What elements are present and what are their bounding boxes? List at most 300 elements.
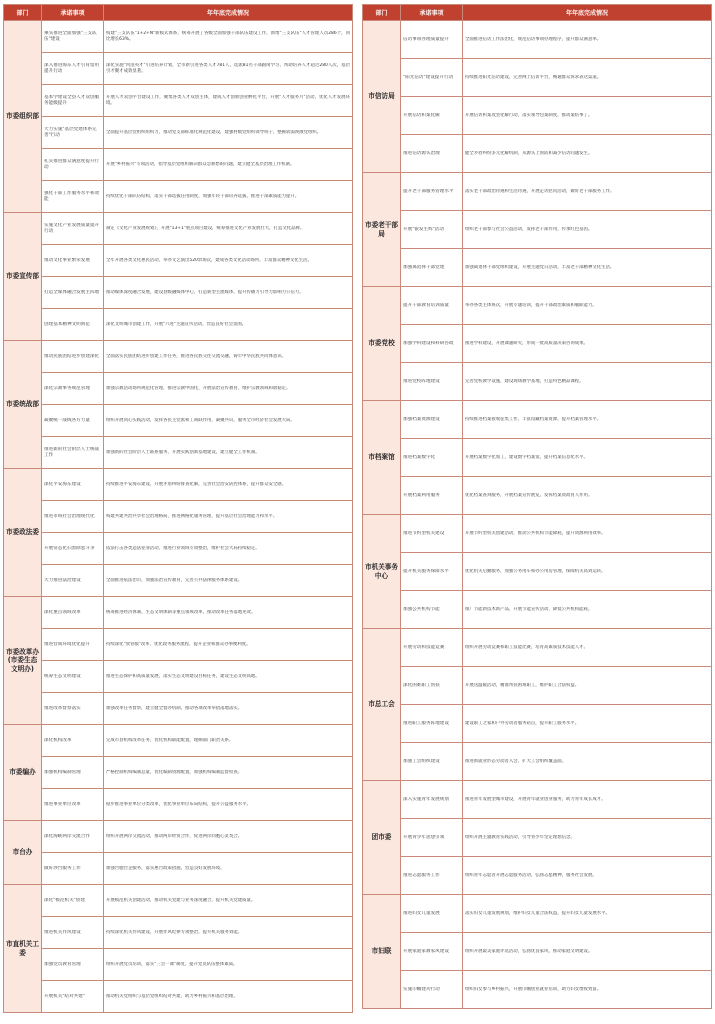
completion-status-text: 持续推进档案接收征集工作，丰富馆藏档案资源，提升档案管理水平。 (465, 416, 602, 422)
table-row (4, 533, 353, 565)
completion-status-cell (104, 181, 353, 213)
commitment-item-text: 深化机构改革 (44, 737, 72, 743)
commitment-item-text: 推进妇女儿童发展 (403, 910, 440, 916)
completion-status-cell (463, 819, 712, 857)
completion-status-cell (104, 789, 353, 821)
completion-status-cell (463, 971, 712, 1009)
completion-status-cell (104, 245, 353, 277)
table-row (4, 245, 353, 277)
commitment-item-text: 创建基本精神文明典范 (44, 321, 90, 327)
commitment-item-text: 推进营商环境优化提升 (44, 641, 90, 647)
completion-status-text: 开展人才双创平台建设工作，聚集各类人才双创主体，建成人才创新创业孵化平台，开展"人才服务月"活动，优化人才发展环境。 (106, 94, 350, 106)
completion-status-text: 开展档案数字化加工，建设数字档案馆，提升档案信息化水平。 (465, 454, 588, 460)
completion-status-text: 全年开展各类文化惠民活动，举办文艺演出520余场次，建成各类文化活动场所，丰富群众精神文化生活。 (106, 257, 312, 263)
completion-status-text: 持续深化"放管服"改革，优化政务服务流程，提升企业和群众办事便利度。 (106, 641, 251, 647)
commitment-item-cell (42, 725, 104, 757)
completion-status-cell (104, 469, 353, 501)
commitment-item-text: 推进志愿服务工作 (403, 872, 440, 878)
table-header-row (4, 5, 353, 21)
commitment-item-text: 提升干部教育培训质量 (403, 302, 449, 308)
completion-status-text: 加强宗教活动场所规范化管理，推进宗教中国化，开展法治宣传教育，维护宗教领域和谐稳定。 (106, 385, 291, 391)
commitment-item-cell (401, 553, 463, 591)
completion-status-text: 组织开展党员培训，落实"三会一课"制度，提升党员队伍整体素质。 (106, 961, 238, 967)
commitment-item-cell (401, 895, 463, 933)
completion-status-text: 落实老干部政治待遇和生活待遇，开展走访慰问活动，做好老干部服务工作。 (465, 188, 615, 194)
commitment-item-text: 基本学建设全县人才双创服务能级提升 (44, 94, 100, 106)
commitment-item-cell (42, 245, 104, 277)
table-row (363, 895, 712, 933)
commitment-item-text: 深化"模范机关"创建 (44, 897, 85, 903)
completion-status-text: 完成市县机构改革任务，优化机构职能配置，理顺部门职责关系。 (106, 737, 234, 743)
table-row (4, 725, 353, 757)
commitment-item-text: 加强工会组织建设 (403, 758, 440, 764)
completion-status-text: 组织青年志愿者开展志愿服务活动，弘扬志愿精神，服务社会发展。 (465, 872, 597, 878)
department-cell: 市委宣传部 (4, 213, 42, 341)
table-row (363, 971, 712, 1009)
table-row (363, 21, 712, 59)
completion-status-text: 开展"乡村振兴"专项活动，指导基层党组织解决群众急难愁盼问题，建立健全基层治理工作机制。 (106, 161, 295, 167)
completion-status-cell (463, 363, 712, 401)
table-row (4, 373, 353, 405)
commitment-item-cell (42, 629, 104, 661)
right-commitment-table (362, 4, 712, 1009)
header-progress: 年年底完成情况 (463, 5, 712, 21)
commitment-item-cell (42, 277, 104, 309)
completion-status-cell (463, 857, 712, 895)
completion-status-text: 持续推进平安海东建设，开展矛盾纠纷排查化解，完善社会治安防控体系，提升群众安全感。 (106, 481, 287, 487)
commitment-item-text: 推进党校阵地建设 (403, 378, 440, 384)
table-row (4, 629, 353, 661)
commitment-item-text: 实施文化产业发展质量提升行动 (44, 222, 100, 234)
table-row (363, 553, 712, 591)
table-row (4, 501, 353, 533)
completion-status-cell (104, 565, 353, 597)
table-row (363, 59, 712, 97)
table-row (4, 949, 353, 981)
completion-status-cell (463, 743, 712, 781)
commitment-item-text: 大力实施"基层党建体系完善"行动 (44, 126, 97, 138)
commitment-item-cell (401, 287, 463, 325)
commitment-item-text: 乘头推进全面加强"三支队伍"建设 (44, 30, 97, 42)
table-row (363, 173, 712, 211)
commitment-item-cell (42, 21, 104, 53)
department-cell: 市直机关工委 (4, 885, 42, 1013)
commitment-item-cell (42, 885, 104, 917)
completion-status-cell (463, 477, 712, 515)
commitment-item-text: 扎实推进群众满意度提升行动 (44, 158, 100, 170)
completion-status-cell (463, 895, 712, 933)
completion-status-text: 组织开展两岸交流活动，推动两岸经贸合作，促进两岸同胞心灵契合。 (106, 833, 243, 839)
department-cell: 市委组织部 (4, 21, 42, 213)
commitment-item-text: 推进信访源头治理 (403, 150, 440, 156)
commitment-item-cell (401, 401, 463, 439)
completion-status-text: 建设职工之家和户外劳动者服务站点，提升职工服务水平。 (465, 720, 580, 726)
commitment-item-cell (401, 135, 463, 173)
department-cell: 市委政法委 (4, 469, 42, 597)
completion-status-cell (104, 597, 353, 629)
commitment-item-cell (42, 501, 104, 533)
commitment-item-text: 深化海峡两岸交流合作 (44, 833, 90, 839)
department-cell: 市委编办 (4, 725, 42, 821)
completion-status-text: 加强新的社会阶层人士联系服务，开展实践创新基地建设，建立健全工作机制。 (106, 449, 260, 455)
table-row (4, 85, 353, 117)
completion-status-cell (104, 213, 353, 245)
commitment-item-text: 凝聚统一战线各方力量 (44, 417, 90, 423)
completion-status-cell (463, 325, 712, 363)
table-row (363, 477, 712, 515)
table-row (363, 705, 712, 743)
table-row (363, 667, 712, 705)
completion-status-text: 依法打击各类违法犯罪活动，推进行业领域专项整治，维护社会大局持续稳定。 (106, 545, 260, 551)
completion-status-cell (104, 853, 353, 885)
commitment-item-text: 深入实施青年发展规划 (403, 796, 449, 802)
completion-status-cell (104, 693, 353, 725)
completion-status-cell (463, 59, 712, 97)
commitment-item-cell (42, 789, 104, 821)
commitment-item-cell (401, 819, 463, 857)
completion-status-text: 加强改革任务督察，建立健全督办机制，推动各项改革举措落地落实。 (106, 705, 243, 711)
commitment-item-text: 提升老干部服务管理水平 (403, 188, 454, 194)
commitment-item-text: 推动民族团结进步创建深化 (44, 353, 100, 359)
commitment-item-text: 加强机构编制管理 (44, 769, 81, 775)
completion-status-cell (463, 933, 712, 971)
commitment-item-text: 推进市域社会治理现代化 (44, 513, 95, 519)
completion-status-text: 组织开展主题教育实践活动，引导青少年坚定理想信念。 (465, 834, 575, 840)
commitment-item-text: 开展青少年思想引领 (403, 834, 445, 840)
table-row (363, 819, 712, 857)
completion-status-text: 推进生态保护和高质量发展，落实生态文明建设目标任务，建设生态文明高地。 (106, 673, 260, 679)
commitment-item-text: 做好涉台服务工作 (44, 865, 81, 871)
table-row (4, 981, 353, 1013)
table-row (363, 363, 712, 401)
completion-status-text: 推广节能新技术新产品，开展节能宣传活动，降低公共机构能耗。 (465, 606, 593, 612)
completion-status-text: 加强台胞台企服务，落实惠台政策措施，营造良好发展环境。 (106, 865, 225, 871)
completion-status-cell (463, 591, 712, 629)
completion-status-cell (104, 341, 353, 373)
commitment-item-text: 加强党员教育管理 (44, 961, 81, 967)
commitment-item-cell (401, 705, 463, 743)
commitment-item-cell (401, 21, 463, 59)
table-row (4, 213, 353, 245)
department-cell: 市委老干部局 (363, 173, 401, 287)
completion-status-cell (463, 173, 712, 211)
commitment-item-cell (42, 821, 104, 853)
header-item: 承诺事项 (42, 5, 104, 21)
completion-status-text: 健全矛盾纠纷多元化解机制，从源头上预防和减少信访问题发生。 (465, 150, 593, 156)
completion-status-text: 推进学科建设，开展课题研究，形成一批高质量决策咨询成果。 (465, 340, 588, 346)
table-row (4, 53, 353, 85)
table-row (363, 211, 712, 249)
table-row (4, 181, 353, 213)
completion-status-cell (104, 821, 353, 853)
department-cell: 市档案馆 (363, 401, 401, 515)
commitment-item-text: 开展机关"结对共建" (44, 993, 85, 999)
table-row (4, 661, 353, 693)
department-cell: 市委党校 (363, 287, 401, 401)
commitment-item-cell (401, 781, 463, 819)
completion-status-text: 构建"三支队伍"1+2+N"新模式体系，统筹开展了各级全面加强干部队伍建设工作，新增"三支队伍"人才管理人员286个，同比增长63%。 (106, 30, 350, 42)
completion-status-cell (104, 373, 353, 405)
table-row (4, 565, 353, 597)
completion-status-cell (104, 981, 353, 1013)
commitment-item-text: 开展信访积案化解 (403, 112, 440, 118)
commitment-item-text: 大力推进法治建设 (44, 577, 81, 583)
completion-status-text: 推进青年发展型城市建设，开展青年就业创业服务，助力青年成长成才。 (465, 796, 606, 802)
table-row (363, 287, 712, 325)
commitment-item-cell (42, 853, 104, 885)
table-row (363, 135, 712, 173)
commitment-item-cell (401, 477, 463, 515)
completion-status-cell (463, 629, 712, 667)
commitment-item-cell (401, 743, 463, 781)
commitment-item-text: 开展劳动和技能竞赛 (403, 644, 445, 650)
commitment-item-text: 打造全媒体融合发展主阵地 (44, 289, 100, 295)
commitment-item-cell (42, 597, 104, 629)
completion-status-cell (104, 885, 353, 917)
commitment-item-cell (42, 341, 104, 373)
completion-status-cell (104, 757, 353, 789)
table-row (363, 97, 712, 135)
commitment-item-cell (42, 981, 104, 1013)
completion-status-cell (463, 135, 712, 173)
completion-status-cell (104, 117, 353, 149)
completion-status-text: 开展节约型机关创建活动，推动公共机构节能降耗，提升资源利用效率。 (465, 530, 606, 536)
table-row (363, 249, 712, 287)
right-column (362, 4, 712, 1020)
completion-status-cell (463, 515, 712, 553)
completion-status-cell (463, 249, 712, 287)
table-row (363, 325, 712, 363)
table-row (363, 439, 712, 477)
completion-status-text: 深化文明城市创建工作，开展"六进"主题宣传活动，营造良好社会氛围。 (106, 321, 247, 327)
commitment-item-text: 深化平安海东建设 (44, 481, 81, 487)
table-row (4, 21, 353, 53)
completion-status-text: 推进新就业形态劳动者入会，扩大工会组织覆盖面。 (465, 758, 566, 764)
completion-status-text: 全面提升基层党组织组织力，推动党支部标准化规范化建设，建强村级党组织领导班子，整顿软弱涣散党组织。 (106, 129, 322, 135)
completion-status-text: 组织开展最美家庭评选活动，弘扬优良家风，推动家庭文明建设。 (465, 948, 593, 954)
table-row (4, 757, 353, 789)
completion-status-text: 严格控制机构编制总量，优化编制资源配置，加强机构编制监督检查。 (106, 769, 243, 775)
commitment-item-text: "阳光信访"建设提升行动 (403, 74, 454, 80)
commitment-item-text: 深化重点领域改革 (44, 609, 81, 615)
commitment-item-text: 开展档案利用服务 (403, 492, 440, 498)
table-row (4, 821, 353, 853)
completion-status-cell (104, 277, 353, 309)
completion-status-cell (104, 661, 353, 693)
commitment-item-text: 推进新的社会阶层人士统战工作 (44, 446, 100, 458)
completion-status-cell (104, 725, 353, 757)
table-row (363, 515, 712, 553)
commitment-item-cell (42, 373, 104, 405)
commitment-item-text: 深化宗教事务规范管理 (44, 385, 90, 391)
completion-status-cell (104, 949, 353, 981)
department-cell: 市机关事务中心 (363, 515, 401, 629)
left-column (3, 4, 353, 1020)
completion-status-cell (463, 667, 712, 705)
table-row (4, 789, 353, 821)
header-dept: 部门 (4, 5, 42, 21)
completion-status-cell (104, 501, 353, 533)
commitment-item-text: 推进职工服务阵地建设 (403, 720, 449, 726)
commitment-item-cell (42, 533, 104, 565)
commitment-item-cell (42, 181, 104, 213)
commitment-item-cell (401, 249, 463, 287)
commitment-item-text: 加强学科建设和科研咨政 (403, 340, 454, 346)
commitment-item-text: 推进改革督察落实 (44, 705, 81, 711)
table-row (363, 743, 712, 781)
completion-status-cell (104, 21, 353, 53)
completion-status-cell (104, 437, 353, 469)
completion-status-cell (463, 287, 712, 325)
commitment-item-cell (42, 469, 104, 501)
completion-status-text: 组织妇女参与乡村振兴，开展巾帼创业就业培训，助力妇女增收致富。 (465, 986, 602, 992)
commitment-item-cell (401, 97, 463, 135)
commitment-item-text: 信访事项办理质量提升 (403, 36, 449, 42)
completion-status-text: 组织老干部参与社会公益活动，发挥老干部作用，传承红色基因。 (465, 226, 593, 232)
commitment-item-cell (42, 309, 104, 341)
completion-status-cell (463, 781, 712, 819)
table-row (4, 693, 353, 725)
table-row (363, 857, 712, 895)
commitment-item-text: 开展"银发生辉"活动 (403, 226, 444, 232)
commitment-item-text: 强化干部工作服务水平和效能 (44, 190, 100, 202)
department-cell: 市信访局 (363, 21, 401, 173)
commitment-item-cell (401, 591, 463, 629)
completion-status-cell (104, 917, 353, 949)
completion-status-text: 全面推进信访工作法治化，规范信访事项办理程序，提升群众满意率。 (465, 36, 602, 42)
completion-status-cell (104, 629, 353, 661)
commitment-item-cell (42, 949, 104, 981)
completion-status-text: 构建共建共治共享社会治理格局，推进网格化服务管理，提升基层社会治理能力和水平。 (106, 513, 278, 519)
commitment-item-text: 推进机关作风建设 (44, 929, 81, 935)
commitment-item-cell (401, 363, 463, 401)
completion-status-text: 组织开展劳动竞赛和职工技能比赛，培育高素质技术技能人才。 (465, 644, 588, 650)
commitment-item-cell (42, 149, 104, 181)
commitment-item-cell (401, 173, 463, 211)
completion-status-cell (104, 85, 353, 117)
header-dept: 部门 (363, 5, 401, 21)
completion-status-text: 推动媒体深度融合发展，建设县级融媒体中心，打造新型主流媒体，提升传播力引导力影响力公信力。 (106, 289, 304, 295)
table-row (4, 341, 353, 373)
commitment-item-cell (401, 667, 463, 705)
department-cell: 团市委 (363, 781, 401, 895)
commitment-item-text: 推进档案数字化 (403, 454, 436, 460)
completion-status-text: 持续深化机关作风建设，开展作风纪律专项整治，提升机关服务效能。 (106, 929, 243, 935)
completion-status-cell (104, 149, 353, 181)
completion-status-text: 持续推进阳光信访建设，完善网上信访平台，畅通群众诉求表达渠道。 (465, 74, 602, 80)
completion-status-text: 举办各类主体班次，开展专题培训，提升干部政治素质和履职能力。 (465, 302, 597, 308)
table-row (4, 149, 353, 181)
completion-status-text: 持续优化干部队伍结构，落实干部选拔任用制度，加强年轻干部培养选拔，推进干部素质能力提升。 (106, 193, 300, 199)
commitment-item-cell (401, 629, 463, 667)
commitment-item-text: 深化困难职工帮扶 (403, 682, 440, 688)
commitment-item-text: 提升机关服务保障水平 (403, 568, 449, 574)
table-row (363, 781, 712, 819)
completion-status-cell (463, 97, 712, 135)
table-header-row (363, 5, 712, 21)
commitment-item-cell (401, 59, 463, 97)
completion-status-text: 推动机关党组织与基层党组织结对共建，助力乡村振兴和基层治理。 (106, 993, 238, 999)
completion-status-text: 开展送温暖活动，精准帮扶困难职工，维护职工合法权益。 (465, 682, 580, 688)
commitment-item-cell (42, 661, 104, 693)
department-cell: 市总工会 (363, 629, 401, 781)
header-item: 承诺事项 (401, 5, 463, 21)
commitment-item-text: 深入推进海东人才引育留用提升行动 (44, 62, 100, 74)
completion-status-cell (104, 53, 353, 85)
completion-status-cell (463, 553, 712, 591)
commitment-item-text: 加强公共机构节能 (403, 606, 440, 612)
table-row (4, 853, 353, 885)
commitment-item-cell (42, 757, 104, 789)
commitment-item-cell (401, 325, 463, 363)
commitment-item-text: 推动文化事业繁荣发展 (44, 257, 90, 263)
completion-status-text: 统筹推进经济体制、生态文明体制等重点领域改革，推动改革任务落地见效。 (106, 609, 256, 615)
commitment-item-cell (401, 857, 463, 895)
completion-status-text: 加强离退休干部党组织建设，开展主题党日活动，丰富老干部精神文化生活。 (465, 264, 615, 270)
commitment-item-cell (42, 437, 104, 469)
table-row (363, 629, 712, 667)
commitment-item-cell (42, 693, 104, 725)
department-cell: 市委改革办(市委生态文明办) (4, 597, 42, 725)
completion-status-cell (104, 309, 353, 341)
commitment-item-cell (42, 565, 104, 597)
completion-status-text: 组织开展同心实践活动，发挥各民主党派和工商联作用，凝聚共识，服务全市经济社会发展大局。 (106, 417, 295, 423)
completion-status-text: 开展模范机关创建活动，推动机关党建与业务深度融合，提升机关党建质量。 (106, 897, 256, 903)
completion-status-text: 深化实施"河湟英才"引进培养计划，全市新引进各类人才781人，选派81名干部跟岗学习，帮助培养人才超过280人次，基层引才聚才成效显著。 (106, 62, 350, 74)
completion-status-text: 稳步推进事业单位分类改革，优化事业单位布局结构，提升公益服务水平。 (106, 801, 251, 807)
commitment-item-cell (401, 971, 463, 1009)
completion-status-cell (463, 21, 712, 59)
table-row (4, 437, 353, 469)
table-row (363, 591, 712, 629)
completion-status-text: 落实妇女儿童发展规划，维护妇女儿童合法权益，提升妇女儿童发展水平。 (465, 910, 610, 916)
department-cell: 市台办 (4, 821, 42, 885)
table-row (363, 933, 712, 971)
completion-status-text: 优化机关后勤服务，加强公务用车和办公用房管理，保障机关高效运转。 (465, 568, 606, 574)
completion-status-text: 优化档案查询服务，开展档案宣传展览，发挥档案资政育人作用。 (465, 492, 593, 498)
commitment-item-cell (42, 85, 104, 117)
table-row (4, 885, 353, 917)
completion-status-text: 开展信访积案攻坚化解行动，落实领导包案制度，推动案结事了。 (465, 112, 593, 118)
commitment-item-cell (401, 933, 463, 971)
completion-status-cell (104, 405, 353, 437)
table-row (363, 401, 712, 439)
completion-status-cell (463, 211, 712, 249)
commitment-item-text: 加强档案资源建设 (403, 416, 440, 422)
table-row (4, 405, 353, 437)
commitment-item-cell (401, 211, 463, 249)
table-row (4, 469, 353, 501)
completion-status-cell (463, 705, 712, 743)
completion-status-text: 制定《文化产业发展规划》，开展"13+1"重点项目建设，统筹推进文化产业发展壮大，打造文化品牌。 (106, 225, 305, 231)
department-cell: 市妇联 (363, 895, 401, 1009)
table-row (4, 597, 353, 629)
completion-status-text: 全面落实民族团结进步创建工作任务，推进各民族交往交流交融，铸牢中华民族共同体意识。 (106, 353, 287, 359)
commitment-item-cell (42, 213, 104, 245)
commitment-item-text: 开展家庭家教家风建设 (403, 948, 449, 954)
commitment-item-text: 开展常态化扫黑除恶斗争 (44, 545, 95, 551)
commitment-item-text: 统筹生态文明建设 (44, 673, 81, 679)
commitment-item-text: 实施巾帼建功行动 (403, 986, 440, 992)
department-cell: 市委统战部 (4, 341, 42, 469)
left-commitment-table (3, 4, 353, 1013)
commitment-item-cell (42, 405, 104, 437)
table-row (4, 277, 353, 309)
completion-status-text: 全面推进依法治市，加强法治宣传教育，完善公共法律服务体系建设。 (106, 577, 243, 583)
commitment-item-text: 加强离退休干部党建 (403, 264, 445, 270)
completion-status-text: 完善党校教学设施，建设现场教学基地，打造特色精品课程。 (465, 378, 584, 384)
table-row (4, 917, 353, 949)
